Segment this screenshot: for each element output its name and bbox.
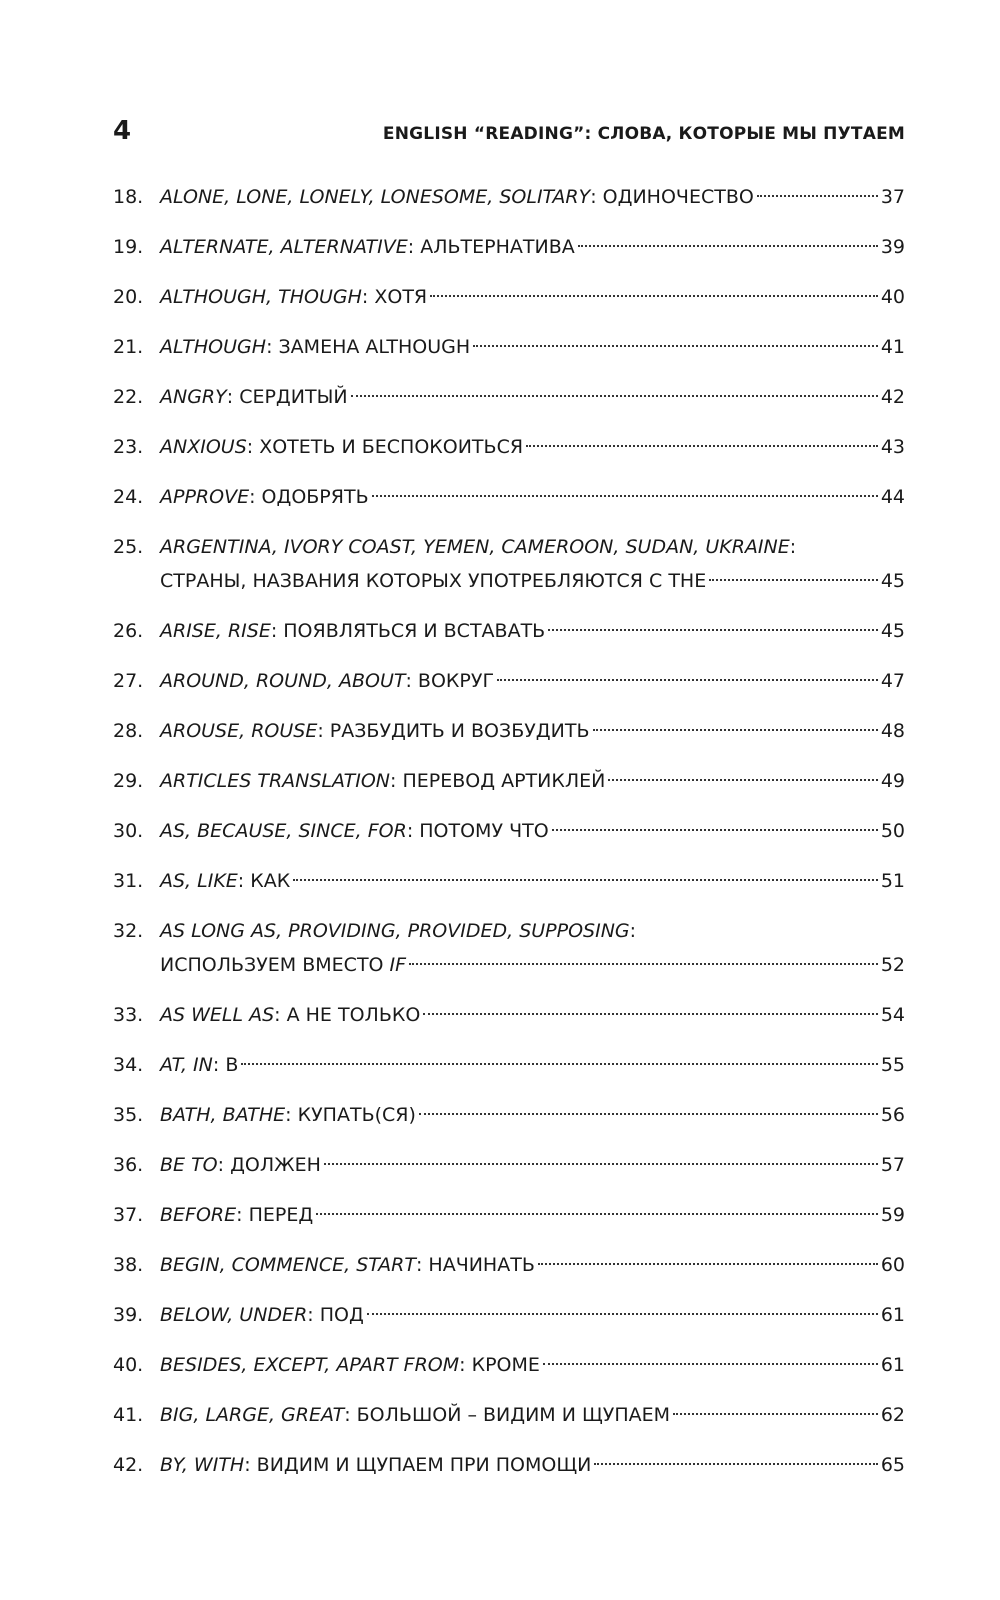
toc-entry — [113, 330, 905, 364]
entry-english-words: AROUND, ROUND, ABOUT — [160, 670, 406, 692]
entry-page-number: 45 — [880, 620, 905, 642]
entry-page-number: 54 — [880, 1004, 905, 1026]
toc-entry — [113, 714, 905, 748]
toc-entry — [113, 530, 905, 598]
entry-number: 21. — [113, 336, 144, 358]
entry-number: 41. — [113, 1404, 144, 1426]
entry-number: 33. — [113, 1004, 144, 1026]
dot-leader — [324, 1163, 878, 1165]
toc-entry — [113, 614, 905, 648]
toc-entry — [113, 764, 905, 798]
entry-topic: : — [789, 536, 797, 558]
entry-topic: ИСПОЛЬЗУЕМ ВМЕСТО — [160, 954, 390, 976]
entry-number: 35. — [113, 1104, 144, 1126]
toc-entry — [113, 1248, 905, 1282]
entry-number: 34. — [113, 1054, 144, 1076]
page-number: 4 — [113, 116, 132, 146]
entry-number: 18. — [113, 186, 144, 208]
dot-leader — [372, 495, 878, 497]
dot-leader — [548, 629, 878, 631]
entry-page-number: 59 — [880, 1204, 905, 1226]
entry-english-words: BIG, LARGE, GREAT — [160, 1404, 345, 1426]
dot-leader — [578, 245, 878, 247]
entry-page-number: 40 — [880, 286, 905, 308]
entry-number: 23. — [113, 436, 144, 458]
entry-topic: : НАЧИНАТЬ — [415, 1254, 535, 1276]
toc-entry — [113, 1298, 905, 1332]
entry-topic: : ДОЛЖЕН — [217, 1154, 321, 1176]
dot-leader — [757, 195, 878, 197]
dot-leader — [526, 445, 878, 447]
entry-topic: : ПЕРЕВОД АРТИКЛЕЙ — [390, 770, 606, 792]
running-title: ENGLISH “READING”: СЛОВА, КОТОРЫЕ МЫ ПУТАЕМ — [382, 124, 905, 144]
toc-entry — [113, 1398, 905, 1432]
toc-entry — [113, 914, 905, 982]
entry-english-words: AROUSE, ROUSE — [160, 720, 318, 742]
entry-page-number: 41 — [880, 336, 905, 358]
toc-entry — [113, 430, 905, 464]
dot-leader — [473, 345, 878, 347]
entry-page-number: 57 — [880, 1154, 905, 1176]
toc-entry — [113, 664, 905, 698]
entry-number: 26. — [113, 620, 144, 642]
dot-leader — [594, 1463, 877, 1465]
dot-leader — [709, 579, 878, 581]
entry-english-words: ALTHOUGH, THOUGH — [160, 286, 362, 308]
entry-number: 36. — [113, 1154, 144, 1176]
dot-leader — [351, 395, 878, 397]
entry-english-words: ARGENTINA, IVORY COAST, YEMEN, CAMEROON, SUDAN, UKRAINE — [160, 536, 790, 558]
dot-leader — [497, 679, 878, 681]
entry-english-words: BEGIN, COMMENCE, START — [160, 1254, 416, 1276]
entry-english-words: ALONE, LONE, LONELY, LONESOME, SOLITARY — [160, 186, 591, 208]
entry-english-words: ANGRY — [160, 386, 227, 408]
dot-leader — [538, 1263, 878, 1265]
toc-entry — [113, 1148, 905, 1182]
toc-entry — [113, 998, 905, 1032]
entry-topic: СТРАНЫ, НАЗВАНИЯ КОТОРЫХ УПОТРЕБЛЯЮТСЯ С THE — [160, 570, 707, 592]
entry-english-words: BEFORE — [160, 1204, 237, 1226]
entry-number: 24. — [113, 486, 144, 508]
entry-topic: : КАК — [237, 870, 291, 892]
entry-topic: : А НЕ ТОЛЬКО — [274, 1004, 421, 1026]
entry-english-word: IF — [389, 954, 407, 976]
entry-page-number: 48 — [880, 720, 905, 742]
entry-topic: : — [629, 920, 637, 942]
entry-number: 32. — [113, 920, 144, 942]
entry-english-words: BE TO — [160, 1154, 218, 1176]
entry-page-number: 61 — [880, 1354, 905, 1376]
entry-page-number: 39 — [880, 236, 905, 258]
dot-leader — [419, 1113, 878, 1115]
entry-topic: : ПОТОМУ ЧТО — [406, 820, 549, 842]
entry-topic: : ПОЯВЛЯТЬСЯ И ВСТАВАТЬ — [270, 620, 546, 642]
dot-leader — [593, 729, 878, 731]
entry-english-words: BY, WITH — [160, 1454, 245, 1476]
toc-entry — [113, 1098, 905, 1132]
entry-topic: : ХОТЯ — [361, 286, 428, 308]
dot-leader — [316, 1213, 878, 1215]
toc-entry — [113, 180, 905, 214]
toc-entry — [113, 1198, 905, 1232]
entry-topic: : ВИДИМ И ЩУПАЕМ ПРИ ПОМОЩИ — [244, 1454, 592, 1476]
entry-number: 22. — [113, 386, 144, 408]
dot-leader — [293, 879, 878, 881]
entry-english-words: BELOW, UNDER — [160, 1304, 308, 1326]
entry-topic: : ЗАМЕНА ALTHOUGH — [266, 336, 471, 358]
entry-page-number: 50 — [880, 820, 905, 842]
entry-number: 25. — [113, 536, 144, 558]
toc-entry — [113, 814, 905, 848]
entry-page-number: 56 — [880, 1104, 905, 1126]
toc-entry — [113, 230, 905, 264]
toc-entry — [113, 280, 905, 314]
entry-topic: : ПОД — [307, 1304, 364, 1326]
entry-page-number: 62 — [880, 1404, 905, 1426]
entry-number: 31. — [113, 870, 144, 892]
entry-english-words: AS WELL AS — [160, 1004, 275, 1026]
entry-english-words: ARISE, RISE — [160, 620, 271, 642]
entry-english-words: BATH, BATHE — [160, 1104, 286, 1126]
entry-page-number: 51 — [880, 870, 905, 892]
dot-leader — [423, 1013, 878, 1015]
entry-page-number: 45 — [880, 570, 905, 592]
entry-number: 42. — [113, 1454, 144, 1476]
entry-page-number: 55 — [880, 1054, 905, 1076]
dot-leader — [430, 295, 878, 297]
entry-english-words: APPROVE — [160, 486, 250, 508]
table-of-contents — [113, 180, 905, 1498]
dot-leader — [673, 1413, 878, 1415]
dot-leader — [608, 779, 877, 781]
entry-topic: : РАЗБУДИТЬ И ВОЗБУДИТЬ — [317, 720, 590, 742]
dot-leader — [409, 963, 878, 965]
entry-topic: : ПЕРЕД — [236, 1204, 314, 1226]
entry-page-number: 61 — [880, 1304, 905, 1326]
entry-page-number: 49 — [880, 770, 905, 792]
entry-english-words: BESIDES, EXCEPT, APART FROM — [160, 1354, 460, 1376]
entry-topic: : КРОМЕ — [459, 1354, 540, 1376]
dot-leader — [241, 1063, 877, 1065]
entry-english-words: ALTERNATE, ALTERNATIVE — [160, 236, 408, 258]
toc-entry — [113, 1348, 905, 1382]
entry-page-number: 37 — [880, 186, 905, 208]
entry-english-words: AS, LIKE — [160, 870, 238, 892]
entry-page-number: 42 — [880, 386, 905, 408]
toc-entry — [113, 864, 905, 898]
toc-entry — [113, 480, 905, 514]
entry-page-number: 60 — [880, 1254, 905, 1276]
entry-page-number: 52 — [880, 954, 905, 976]
entry-english-words: ALTHOUGH — [160, 336, 267, 358]
entry-topic: : ХОТЕТЬ И БЕСПОКОИТЬСЯ — [246, 436, 524, 458]
entry-number: 40. — [113, 1354, 144, 1376]
entry-number: 39. — [113, 1304, 144, 1326]
entry-topic: : СЕРДИТЫЙ — [226, 386, 348, 408]
entry-topic: : АЛЬТЕРНАТИВА — [407, 236, 575, 258]
entry-number: 30. — [113, 820, 144, 842]
entry-number: 38. — [113, 1254, 144, 1276]
entry-english-words: AS LONG AS, PROVIDING, PROVIDED, SUPPOSING — [160, 920, 630, 942]
toc-entry — [113, 1048, 905, 1082]
entry-topic: : БОЛЬШОЙ – ВИДИМ И ЩУПАЕМ — [344, 1404, 671, 1426]
entry-number: 19. — [113, 236, 144, 258]
entry-number: 20. — [113, 286, 144, 308]
entry-number: 28. — [113, 720, 144, 742]
entry-english-words: ARTICLES TRANSLATION — [160, 770, 391, 792]
entry-topic: : В — [212, 1054, 239, 1076]
dot-leader — [543, 1363, 878, 1365]
entry-page-number: 65 — [880, 1454, 905, 1476]
toc-entry — [113, 1448, 905, 1482]
dot-leader — [552, 829, 878, 831]
entry-topic: : ОДИНОЧЕСТВО — [590, 186, 754, 208]
entry-topic: : КУПАТЬ(СЯ) — [285, 1104, 416, 1126]
entry-english-words: ANXIOUS — [160, 436, 247, 458]
entry-topic: : ОДОБРЯТЬ — [249, 486, 369, 508]
entry-number: 37. — [113, 1204, 144, 1226]
entry-number: 29. — [113, 770, 144, 792]
entry-page-number: 43 — [880, 436, 905, 458]
entry-topic: : ВОКРУГ — [405, 670, 495, 692]
entry-page-number: 47 — [880, 670, 905, 692]
dot-leader — [367, 1313, 878, 1315]
entry-page-number: 44 — [880, 486, 905, 508]
entry-english-words: AT, IN — [160, 1054, 213, 1076]
entry-number: 27. — [113, 670, 144, 692]
entry-english-words: AS, BECAUSE, SINCE, FOR — [160, 820, 407, 842]
toc-entry — [113, 380, 905, 414]
page-header — [113, 116, 905, 146]
